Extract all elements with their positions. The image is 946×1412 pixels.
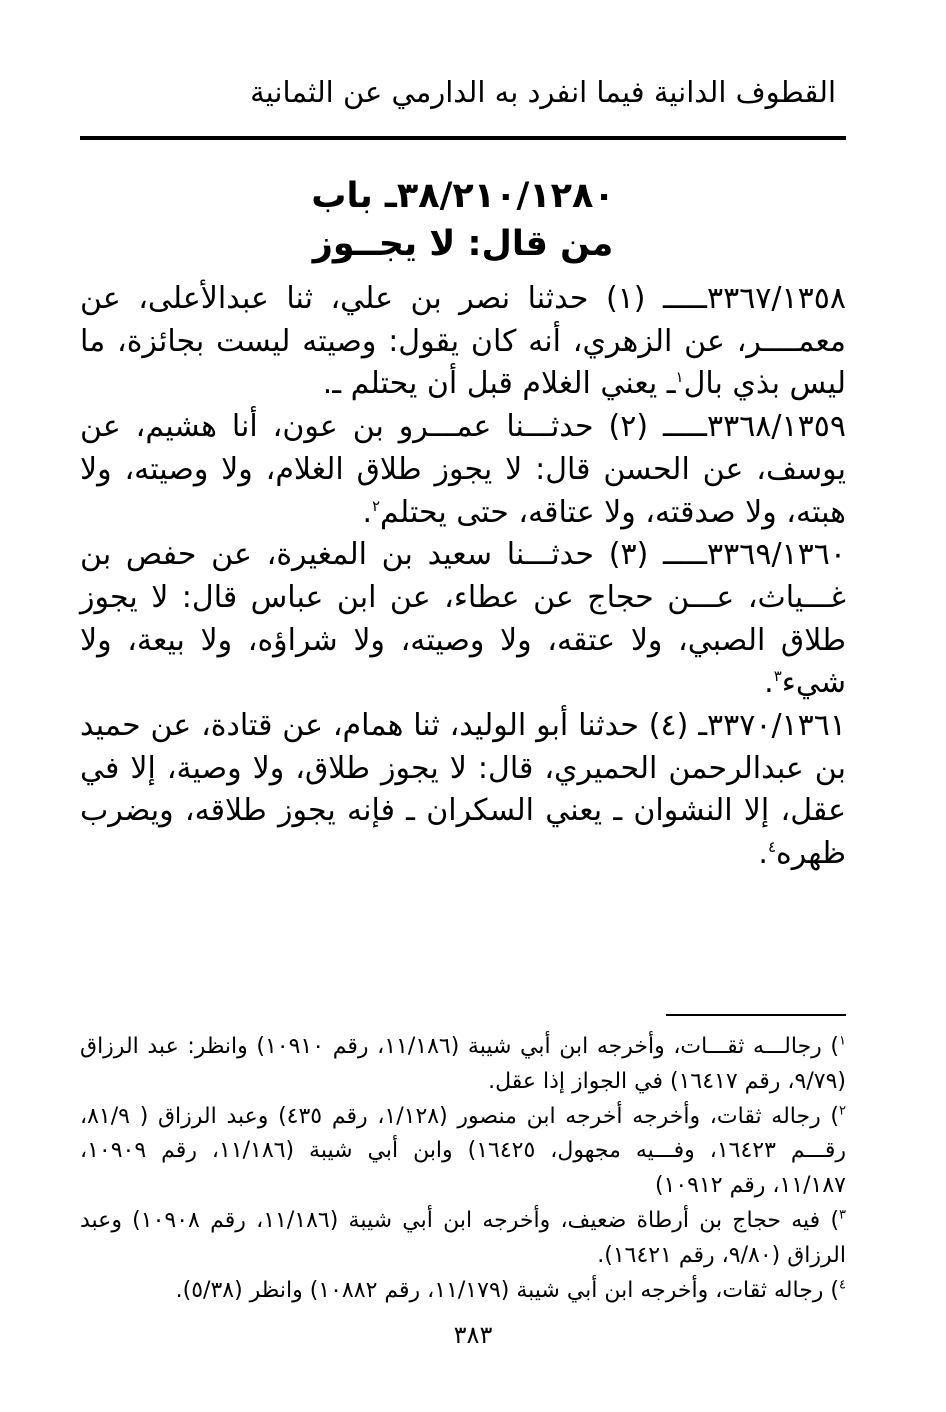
footnote-3 (80, 1204, 846, 1274)
footnote-ref: ٣ (773, 667, 782, 686)
page-number: ٣٨٣ (453, 1321, 493, 1349)
footnote-1 (80, 1030, 846, 1100)
footnote-2 (80, 1100, 846, 1204)
chapter-number-line: ٣٨/٢١٠/١٢٨٠ـ باب (311, 176, 615, 216)
footnotes (80, 1030, 846, 1308)
hadith-2 (80, 406, 846, 534)
footnote-text: ) رجاله ثقات، وأخرجه ابن أبي شيبة (١١/١٧٩، رقم ١٠٨٨٢) وانظر (٥/٣٨). (175, 1277, 840, 1303)
hadith-text: (٤) حدثنا أبو الوليد، ثنا همام، عن قتادة، عن حميد بن عبدالرحمن الحميري، قال: لا يجوز طلاق، ولا وصية، إلا في عقل، إلا النشوان ـ يعني السكران ـ فإنه يجوز طلاقه، ويضرب ظهره (80, 708, 846, 872)
footnote-marker: ١ (839, 1033, 846, 1049)
footnote-separator (666, 1014, 846, 1016)
footnote-marker: ٣ (839, 1207, 847, 1223)
footnote-ref: ١ (675, 368, 684, 387)
footnote-ref: ٢ (371, 496, 381, 515)
hadith-number: ٣٣٦٩/١٣٦٠ـــــ (663, 537, 846, 573)
hadith-1 (80, 278, 846, 406)
footnote-ref: ٤ (767, 838, 777, 857)
hadith-4 (80, 705, 846, 876)
hadith-text: (١) حدثنا نصر بن علي، ثنا عبدالأعلى، عن معمــــر، عن الزهري، أنه كان يقول: وصيته ليست بجائزة، ما ليس بذي بال (80, 281, 846, 402)
hadith-3 (80, 534, 846, 705)
running-head: القطوف الدانية فيما انفرد به الدارمي عن الثمانية (250, 75, 836, 109)
hadith-text: (٣) حدثـــنا سعيد بن المغيرة، عن حفص بن غـــياث، عـــن حجاج عن عطاء، عن ابن عباس قال: لا يجوز طلاق الصبي، ولا عتقه، ولا وصيته، ولا شراؤه، ولا بيعة، ولا شيء (80, 537, 846, 701)
footnote-marker: ٤ (839, 1277, 846, 1293)
chapter-heading (80, 172, 846, 268)
hadith-text-end: . (764, 665, 774, 701)
hadith-text-end: . (758, 836, 768, 872)
footnote-text: ) رجالـــه ثقـــات، وأخرجه ابن أبي شيبة (١١/١٨٦، رقم ١٠٩١٠) وانظر: عبد الرزاق (٩/٧٩، رقم ١٦٤١٧) في الجواز إذا عقل. (80, 1034, 846, 1094)
footnote-text: ) فيه حجاج بن أرطاة ضعيف، وأخرجه ابن أبي شيبة (١١/١٨٦، رقم ١٠٩٠٨) وعبد الرزاق (٩/٨٠، رقم ١٦٤٢١). (80, 1207, 846, 1268)
chapter-title: من قال: لا يجــوز (312, 224, 614, 264)
main-text (80, 278, 846, 876)
header-rule (80, 136, 846, 140)
hadith-text-end: ـ يعني الغلام قبل أن يحتلم ـ. (322, 366, 676, 402)
footnote-text: ) رجاله ثقات، وأخرجه أخرجه ابن منصور (١/١٢٨، رقم ٤٣٥) وعبد الرزاق ( ٨١/٩، رقـــم ١٦٤٢٣، وفـــيه مجهول، ١٦٤٢٥) وابن أبي شيبة (١١/١٨٦، رقم ١٠٩٠٩، ١١/١٨٧، رقم ١٠٩١٢) (80, 1103, 846, 1199)
hadith-number: ٣٣٧٠/١٣٦١ـ (698, 708, 846, 744)
hadith-text: (٢) حدثـــنا عمـــرو بن عون، أنا هشيم، عن يوسف، عن الحسن قال: لا يجوز طلاق الغلام، ولا وصيته، ولا هبته، ولا صدقته، ولا عتاقه، حتى يحتلم (80, 409, 846, 530)
footnote-marker: ٢ (839, 1103, 846, 1119)
hadith-number: ٣٣٦٧/١٣٥٨ـــــ (663, 281, 846, 316)
footnote-4 (80, 1274, 846, 1309)
hadith-text-end: . (362, 494, 372, 530)
hadith-number: ٣٣٦٨/١٣٥٩ـــــ (663, 409, 846, 445)
